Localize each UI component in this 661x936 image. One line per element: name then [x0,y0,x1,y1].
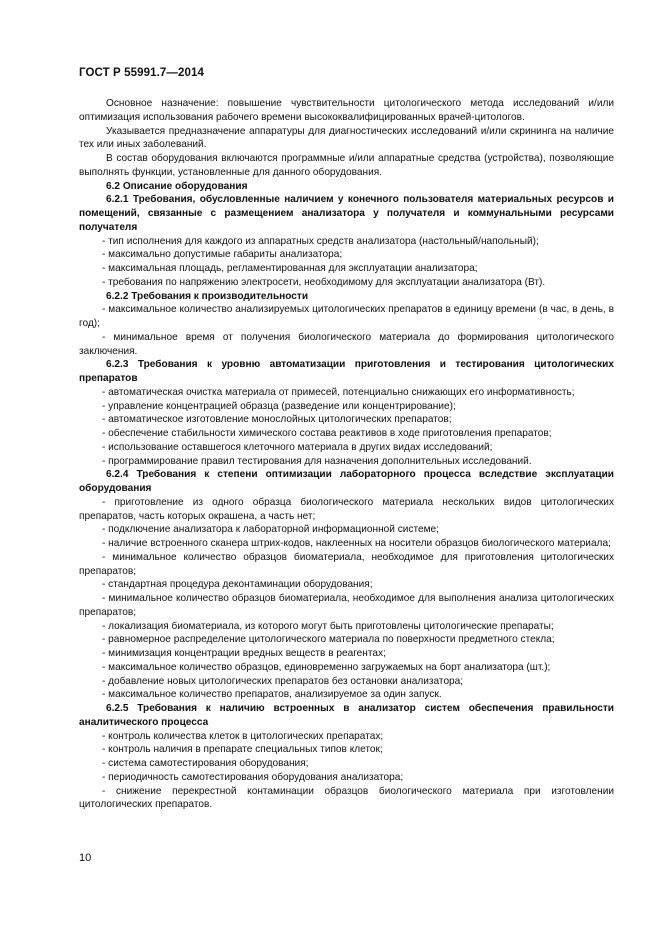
list-item: - подключение анализатора к лабораторной информационной системе; [102,524,439,536]
list-item: - контроль наличия в препарате специальных типов клеток; [102,744,383,756]
list-item: - программирование правил тестирования для назначения дополнительных исследований. [102,455,532,467]
list-item: - система самотестирования оборудования; [102,758,309,769]
list-item: - автоматическая очистка материала от примесей, потенциально снижающих его информативность; [102,386,575,398]
intro-paragraph: Основное назначение: повышение чувствительности цитологического метода исследований и/или оптимизация использования рабочего времени высококвалифицированных врачей-цитологов. [79,98,614,123]
list-item: - максимальное количество анализируемых цитологических препаратов в единицу времени (в час, в день, в год); [79,304,614,329]
list-item: - локализация биоматериала, из которого могут быть приготовлены цитологические препараты; [102,620,554,632]
list-item: - максимально допустимые габариты анализатора; [102,249,343,261]
list-item: - периодичность самотестирования оборудования анализатора; [102,771,404,783]
list-item: - стандартная процедура деконтаминации оборудования; [102,579,373,591]
list-item: - требования по напряжению электросети, необходимому для эксплуатации анализатора (Вт). [102,276,546,288]
list-item: - приготовление из одного образца биологического материала нескольких видов цитологических препаратов, часть которых окрашена, а часть нет; [79,496,614,522]
list-item: - минимальное количество образцов биоматериала, необходимое для выполнения анализа цитологических препаратов; [79,593,614,618]
list-item: - наличие встроенного сканера штрих-кодов, наклеенных на носители образцов биологического материала; [102,538,611,549]
section-6-2-3-heading: 6.2.3 Требования к уровню автоматизации приготовления и тестирования цитологических препаратов [79,359,614,384]
list-item: - снижение перекрестной контаминации образцов биологического материала при изготовлении цитологических препаратов. [79,785,614,811]
list-item: - контроль количества клеток в цитологических препаратах; [102,730,384,742]
list-item: - тип исполнения для каждого из аппаратных средств анализатора (настольный/напольный); [102,235,539,247]
section-6-2-heading: 6.2 Описание оборудования [106,180,248,192]
list-item: - добавление новых цитологических препаратов без остановки анализатора; [102,675,464,687]
list-item: - максимальное количество препаратов, анализируемое за один запуск. [102,689,442,701]
list-item: - равномерное распределение цитологического материала по поверхности предметного стекла; [102,634,555,646]
list-item: - минимизация концентрации вредных веществ в реагентах; [102,648,386,659]
list-item: - автоматическое изготовление монослойных цитологических препаратов; [102,414,452,426]
list-item: - максимальная площадь, регламентированная для эксплуатации анализатора; [102,263,478,274]
document-header: ГОСТ Р 55991.7—2014 [79,67,204,79]
list-item: - управление концентрацией образца (разведение или концентрирование); [102,400,456,412]
section-6-2-2-heading: 6.2.2 Требования к производительности [106,290,309,302]
document-body [79,97,614,812]
section-6-2-1-heading: 6.2.1 Требования, обусловленные наличием у конечного пользователя материальных ресурсов и помещений, связанные с размещением анализатора у получателя и коммунальными ресурсами получателя [79,194,614,233]
page-number: 10 [79,852,92,864]
list-item: - минимальное время от получения биологического материала до формирования цитологического заключения. [79,331,614,357]
list-item: - обеспечение стабильности химического состава реактивов в ходе приготовления препаратов; [102,428,552,439]
list-item: - минимальное количество образцов биоматериала, необходимое для приготовления цитологических препаратов; [79,551,614,577]
list-item: - максимальное количество образцов, единовременно загружаемых на борт анализатора (шт.); [102,661,551,673]
list-item: - использование оставшегося клеточного материала в других видах исследований; [102,441,493,453]
intro-paragraph: Указывается предназначение аппаратуры для диагностических исследований и/или скрининга на наличие тех или иных заболеваний. [79,125,614,151]
intro-paragraph: В состав оборудования включаются программные и/или аппаратные средства (устройства), позволяющие выполнять функции, установленные для данного оборудования. [79,153,614,178]
section-6-2-5-heading: 6.2.5 Требования к наличию встроенных в анализатор систем обеспечения правильности аналитического процесса [79,703,614,728]
section-6-2-4-heading: 6.2.4 Требования к степени оптимизации лабораторного процесса вследствие эксплуатации оборудования [79,469,614,494]
